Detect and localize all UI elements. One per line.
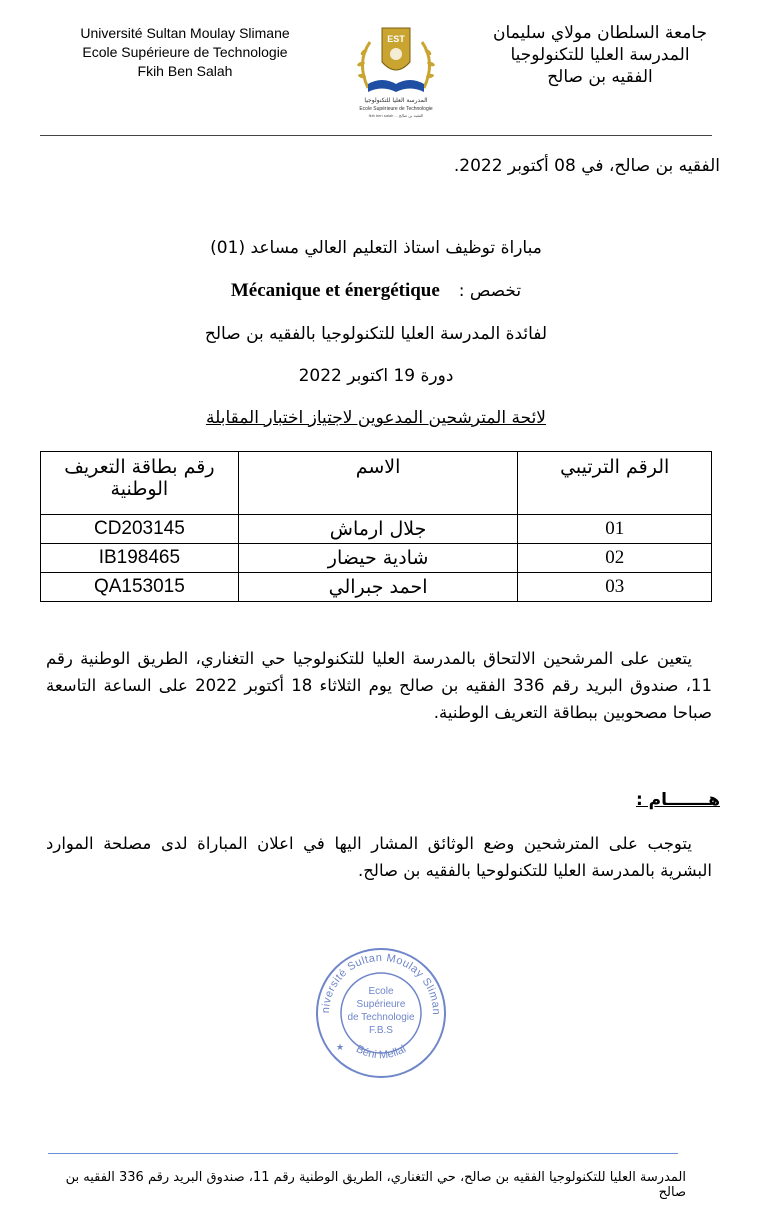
logo-text-ar: المدرسة العليا للتكنولوجيا	[364, 97, 428, 104]
cell-id: IB198465	[41, 544, 239, 573]
official-stamp	[312, 946, 450, 1080]
stamp-star-icon: ★	[336, 1042, 345, 1052]
cell-id: CD203145	[41, 515, 239, 544]
note-heading: هـــــــام :	[635, 790, 720, 810]
contest-title: مباراة توظيف استاذ التعليم العالي مساعد (01)	[210, 238, 542, 258]
candidate-list-title: لائحة المترشحين المدعوين لاجتياز اختبار المقابلة	[205, 408, 547, 428]
logo-text-fr: Ecole Supérieure de Technologie	[359, 106, 433, 112]
speciality-line	[40, 280, 712, 302]
cell-id: QA153015	[41, 573, 239, 602]
school-name-ar: المدرسة العليا للتكنولوجيا	[510, 45, 690, 65]
university-name-ar: جامعة السلطان مولاي سليمان	[492, 23, 707, 43]
stamp-line: Supérieure	[356, 999, 406, 1010]
stamp-line: F.B.S	[369, 1025, 393, 1036]
cell-name: شادية حيضار	[238, 544, 518, 573]
table-header-row	[41, 452, 712, 515]
footer-divider	[48, 1153, 678, 1154]
school-name-fr: Ecole Supérieure de Technologie	[82, 44, 288, 60]
table-row	[41, 544, 712, 573]
header-name: الاسم	[238, 452, 518, 515]
university-name-fr: Université Sultan Moulay Slimane	[80, 25, 290, 41]
speciality-label: تخصص :	[458, 281, 522, 301]
stamp-ring-text: niversité Sultan Moulay Sliman	[319, 951, 443, 1016]
logo-text-small: fkih ben salah ... الفقيه بن صالح	[368, 113, 424, 118]
session-line: دورة 19 اكتوبر 2022	[298, 366, 454, 386]
logo-acronym: EST	[387, 34, 405, 44]
header-divider	[40, 135, 712, 136]
cell-rank: 02	[518, 544, 712, 573]
footer-address: المدرسة العليا للتكنولوجيا الفقيه بن صالح، حي التغناري، الطريق الوطنية رقم 11، صندوق البريد رقم 336 الفقيه بن صالح	[65, 1170, 686, 1200]
header-french	[40, 24, 330, 81]
speciality-value: Mécanique et énergétique	[230, 280, 440, 301]
header-arabic	[470, 22, 730, 88]
cell-name: احمد جبرالي	[238, 573, 518, 602]
stamp-line: de Technologie	[347, 1012, 415, 1023]
cell-rank: 01	[518, 515, 712, 544]
header-rank: الرقم الترتيبي	[518, 452, 712, 515]
city-name-ar: الفقيه بن صالح	[547, 67, 653, 87]
beneficiary-line: لفائدة المدرسة العليا للتكنولوجيا بالفقيه بن صالح	[204, 324, 548, 344]
instructions-paragraph: يتعين على المرشحين الالتحاق بالمدرسة العليا للتكنولوجيا حي التغناري، الطريق الوطنية رقم 11، صندوق البريد رقم 336 الفقيه بن صالح يوم الثلاثاء 18 أكتوبر 2022 على الساعة التاسعة صباحا مصحوبين ببطاقة التعريف الوطنية.	[46, 649, 712, 722]
header-id: رقم بطاقة التعريف الوطنية	[41, 452, 239, 515]
candidates-table	[40, 451, 712, 602]
school-logo	[350, 22, 442, 122]
note-paragraph: يتوجب على المترشحين وضع الوثائق المشار اليها في اعلان المباراة لدى مصلحة الموارد البشرية بالمدرسة العليا للتكنولوحيا بالفقيه بن صالح.	[46, 834, 712, 880]
stamp-line: Ecole	[368, 986, 394, 997]
svg-text:Béni Mellal	[354, 1043, 408, 1061]
table-row	[41, 573, 712, 602]
table-row	[41, 515, 712, 544]
date-line: الفقيه بن صالح، في 08 أكتوبر 2022.	[453, 156, 720, 176]
cell-rank: 03	[518, 573, 712, 602]
cell-name: جلال ارماش	[238, 515, 518, 544]
stamp-bottom-text: Béni Mellal	[353, 1043, 409, 1062]
city-name-fr: Fkih Ben Salah	[137, 63, 233, 79]
